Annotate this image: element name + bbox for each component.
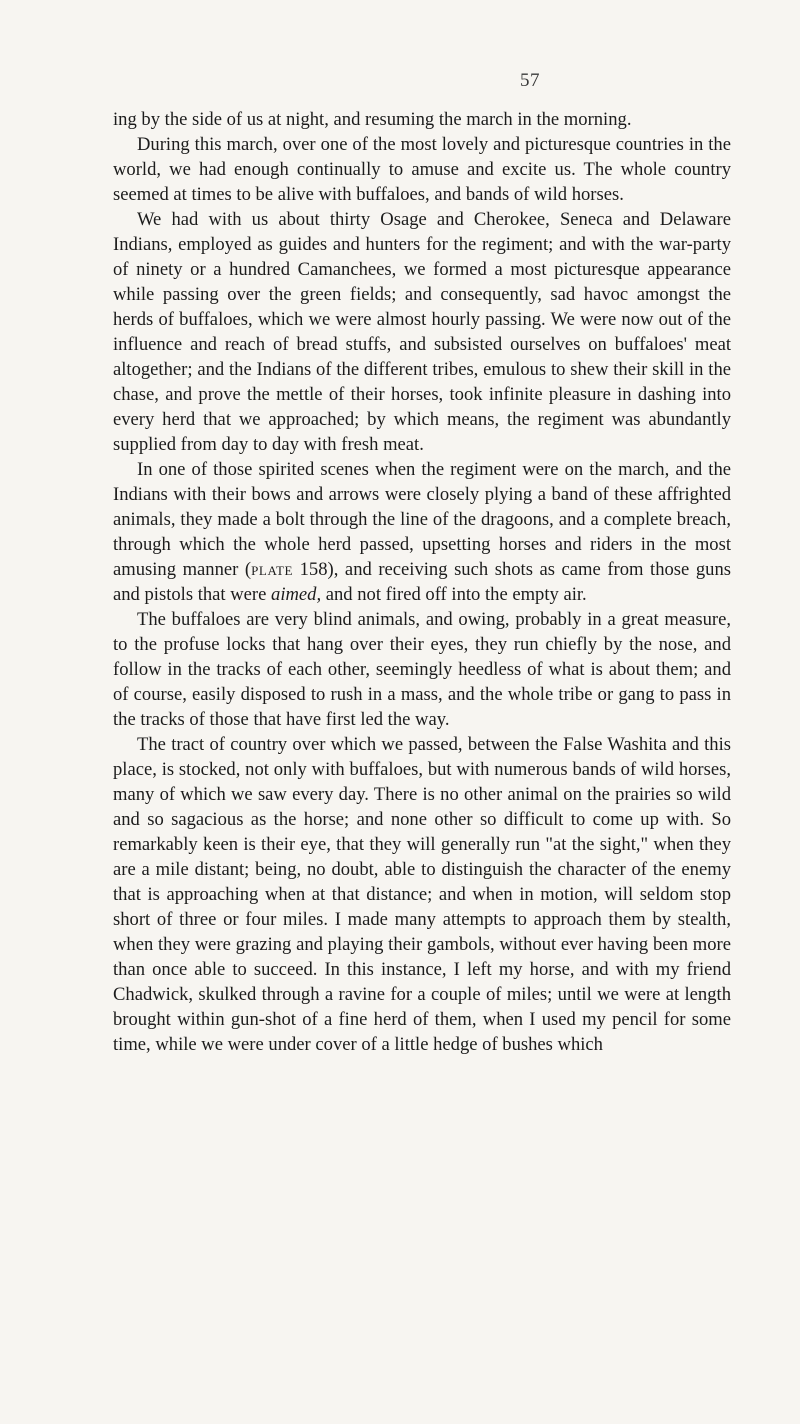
paragraph-text: and not fired off into the empty air. [321, 584, 587, 605]
plate-number: 158), [293, 559, 339, 580]
paragraph-continuation: ing by the side of us at night, and resuming the march in the morning. [113, 109, 632, 130]
paragraph: The buffaloes are very blind animals, and owing, probably in a great measure, to the profuse locks that hang over their eyes, they run chiefly by the nose, and follow in the tracks of each other, seemingly heedless of what is about them; and of course, easily disposed to rush in a mass, and the whole tribe or gang to pass in the tracks of those that have first led the way. [113, 609, 731, 730]
paragraph: We had with us about thirty Osage and Cherokee, Seneca and Delaware Indians, employed as guides and hunters for the regiment; and with the war-party of ninety or a hundred Camanchees, we formed a most picturesque appearance while passing over the green fields; and consequently, sad havoc amongst the herds of buffaloes, which we were almost hourly passing. We were now out of the influence and reach of bread stuffs, and subsisted ourselves on buffaloes' meat altogether; and the Indians of the different tribes, emulous to shew their skill in the chase, and prove the mettle of their horses, took infinite pleasure in dashing into every herd that we approached; by which means, the regiment was abundantly supplied from day to day with fresh meat. [113, 209, 731, 455]
paragraph: The tract of country over which we passed, between the False Washita and this place, is stocked, not only with buffaloes, but with numerous bands of wild horses, many of which we saw every day. There is no other animal on the prairies so wild and so sagacious as the horse; and none other so difficult to come up with. So remarkably keen is their eye, that they will generally run "at the sight," when they are a mile distant; being, no doubt, able to distinguish the character of the enemy that is approaching when at that distance; and when in motion, will seldom stop short of three or four miles. I made many attempts to approach them by stealth, when they were grazing and playing their gambols, without ever having been more than once able to succeed. In this instance, I left my horse, and with my friend Chadwick, skulked through a ravine for a couple of miles; until we were at length brought within gun-shot of a fine herd of them, when I used my pencil for some time, while we were under cover of a little hedge of bushes which [113, 734, 731, 1055]
paragraph: During this march, over one of the most lovely and picturesque countries in the world, we had enough continually to amuse and excite us. The whole country seemed at times to be alive with buffaloes, and bands of wild horses. [113, 134, 731, 205]
body-text [113, 107, 731, 1057]
plate-label: plate [251, 559, 294, 580]
paragraph-plate-reference [113, 457, 731, 607]
page-number: 57 [520, 70, 540, 91]
paragraph-text: In one of those spirited scenes when the regiment were on the march, and the Indians with their bows and arrows were closely plying a band of these affrighted animals, they made a bolt through the line of the dragoons, and a complete breach, through which the whole herd passed, upsetting horses and riders in the most amusing manner ( [113, 459, 731, 580]
paragraph-text: and receiving such shots as came from those guns and pistols that were [113, 559, 731, 605]
emphasis-text: aimed, [271, 584, 322, 605]
